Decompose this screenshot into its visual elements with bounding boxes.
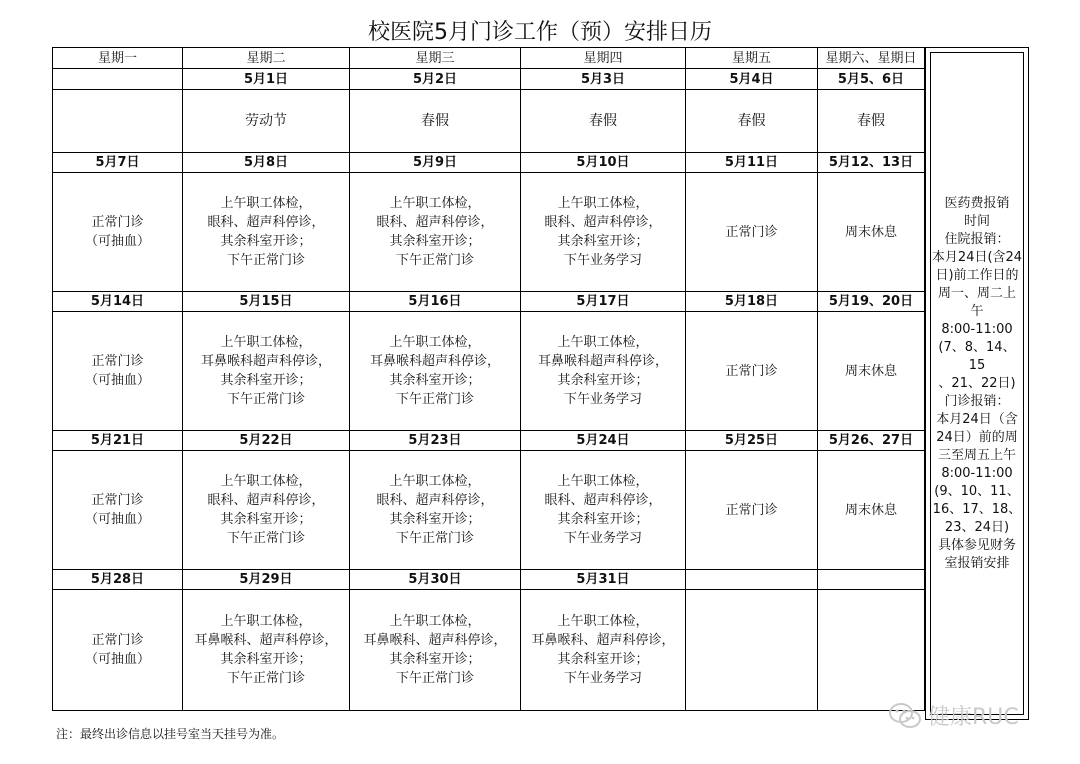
schedule-cell: [53, 90, 183, 153]
header-cell: 星期五: [686, 48, 818, 69]
schedule-cell: 上午职工体检， 耳鼻喉科超声科停诊， 其余科室开诊； 下午正常门诊: [183, 312, 350, 431]
schedule-cell: 正常门诊: [686, 451, 818, 570]
date-cell: 5月8日: [183, 153, 350, 173]
date-cell: 5月9日: [350, 153, 521, 173]
date-cell: 5月28日: [53, 570, 183, 590]
schedule-cell: 春假: [818, 90, 925, 153]
watermark-text: 健康RUC: [928, 705, 1019, 730]
schedule-cell: 正常门诊 （可抽血）: [53, 312, 183, 431]
schedule-cell: 上午职工体检， 耳鼻喉科、超声科停诊， 其余科室开诊； 下午业务学习: [521, 590, 686, 711]
header-cell: 星期一: [53, 48, 183, 69]
date-cell: 5月29日: [183, 570, 350, 590]
schedule-cell: 上午职工体检， 眼科、超声科停诊， 其余科室开诊； 下午正常门诊: [350, 173, 521, 292]
date-cell: 5月14日: [53, 292, 183, 312]
page-title: 校医院5月门诊工作（预）安排日历: [368, 20, 712, 45]
schedule-cell: 上午职工体检， 眼科、超声科停诊， 其余科室开诊； 下午正常门诊: [350, 451, 521, 570]
date-cell: 5月12、13日: [818, 153, 925, 173]
reimbursement-text: 医药费报销 时间 住院报销： 本月24日(含24 日)前工作日的 周一、周二上 午 8:00-11:00 (7、8、14、15 、21、22日) 门诊报销： 本月24日（含 24日）前的周 三至周五上午 8:00-11:00 (9、10、11、 16、17、18、 23、24日) 具体参见财务 室报销安排: [930, 52, 1024, 715]
date-cell: 5月31日: [521, 570, 686, 590]
date-cell: [818, 570, 925, 590]
schedule-cell: 上午职工体检， 眼科、超声科停诊， 其余科室开诊； 下午正常门诊: [183, 173, 350, 292]
wechat-icon: [888, 702, 922, 730]
date-cell: 5月25日: [686, 431, 818, 451]
date-cell: 5月15日: [183, 292, 350, 312]
date-cell: 5月19、20日: [818, 292, 925, 312]
schedule-cell: 上午职工体检， 耳鼻喉科、超声科停诊， 其余科室开诊； 下午正常门诊: [183, 590, 350, 711]
schedule-cell: 正常门诊 （可抽血）: [53, 590, 183, 711]
schedule-cell: 春假: [686, 90, 818, 153]
date-cell: 5月22日: [183, 431, 350, 451]
schedule-cell: 正常门诊 （可抽血）: [53, 173, 183, 292]
schedule-cell: 周末休息: [818, 173, 925, 292]
schedule-cell: 正常门诊 （可抽血）: [53, 451, 183, 570]
date-cell: 5月30日: [350, 570, 521, 590]
footnote: 注：最终出诊信息以挂号室当天挂号为准。: [56, 727, 285, 741]
date-cell: 5月10日: [521, 153, 686, 173]
schedule-cell: 春假: [350, 90, 521, 153]
date-cell: 5月23日: [350, 431, 521, 451]
date-cell: 5月5、6日: [818, 69, 925, 90]
schedule-cell: 正常门诊: [686, 312, 818, 431]
date-cell: [686, 570, 818, 590]
reimbursement-panel: [925, 47, 1029, 720]
schedule-cell: 上午职工体检， 耳鼻喉科、超声科停诊， 其余科室开诊； 下午正常门诊: [350, 590, 521, 711]
date-cell: 5月1日: [183, 69, 350, 90]
date-cell: 5月2日: [350, 69, 521, 90]
schedule-cell: 周末休息: [818, 312, 925, 431]
header-cell: 星期四: [521, 48, 686, 69]
schedule-cell: 周末休息: [818, 451, 925, 570]
schedule-cell: [818, 590, 925, 711]
schedule-cell: 上午职工体检， 耳鼻喉科超声科停诊， 其余科室开诊； 下午业务学习: [521, 312, 686, 431]
date-cell: [53, 69, 183, 90]
schedule-cell: 上午职工体检， 眼科、超声科停诊， 其余科室开诊； 下午业务学习: [521, 173, 686, 292]
date-cell: 5月3日: [521, 69, 686, 90]
date-cell: 5月21日: [53, 431, 183, 451]
date-cell: 5月17日: [521, 292, 686, 312]
date-cell: 5月7日: [53, 153, 183, 173]
schedule-cell: 上午职工体检， 眼科、超声科停诊， 其余科室开诊； 下午业务学习: [521, 451, 686, 570]
date-cell: 5月11日: [686, 153, 818, 173]
schedule-cell: 春假: [521, 90, 686, 153]
schedule-cell: 劳动节: [183, 90, 350, 153]
watermark: [888, 700, 1019, 731]
header-cell: 星期六、星期日: [818, 48, 925, 69]
schedule-cell: 上午职工体检， 眼科、超声科停诊， 其余科室开诊； 下午正常门诊: [183, 451, 350, 570]
header-cell: 星期二: [183, 48, 350, 69]
calendar-table: [52, 47, 925, 711]
header-cell: 星期三: [350, 48, 521, 69]
date-cell: 5月18日: [686, 292, 818, 312]
date-cell: 5月24日: [521, 431, 686, 451]
date-cell: 5月26、27日: [818, 431, 925, 451]
schedule-cell: [686, 590, 818, 711]
date-cell: 5月16日: [350, 292, 521, 312]
schedule-cell: 正常门诊: [686, 173, 818, 292]
date-cell: 5月4日: [686, 69, 818, 90]
schedule-cell: 上午职工体检， 耳鼻喉科超声科停诊， 其余科室开诊； 下午正常门诊: [350, 312, 521, 431]
